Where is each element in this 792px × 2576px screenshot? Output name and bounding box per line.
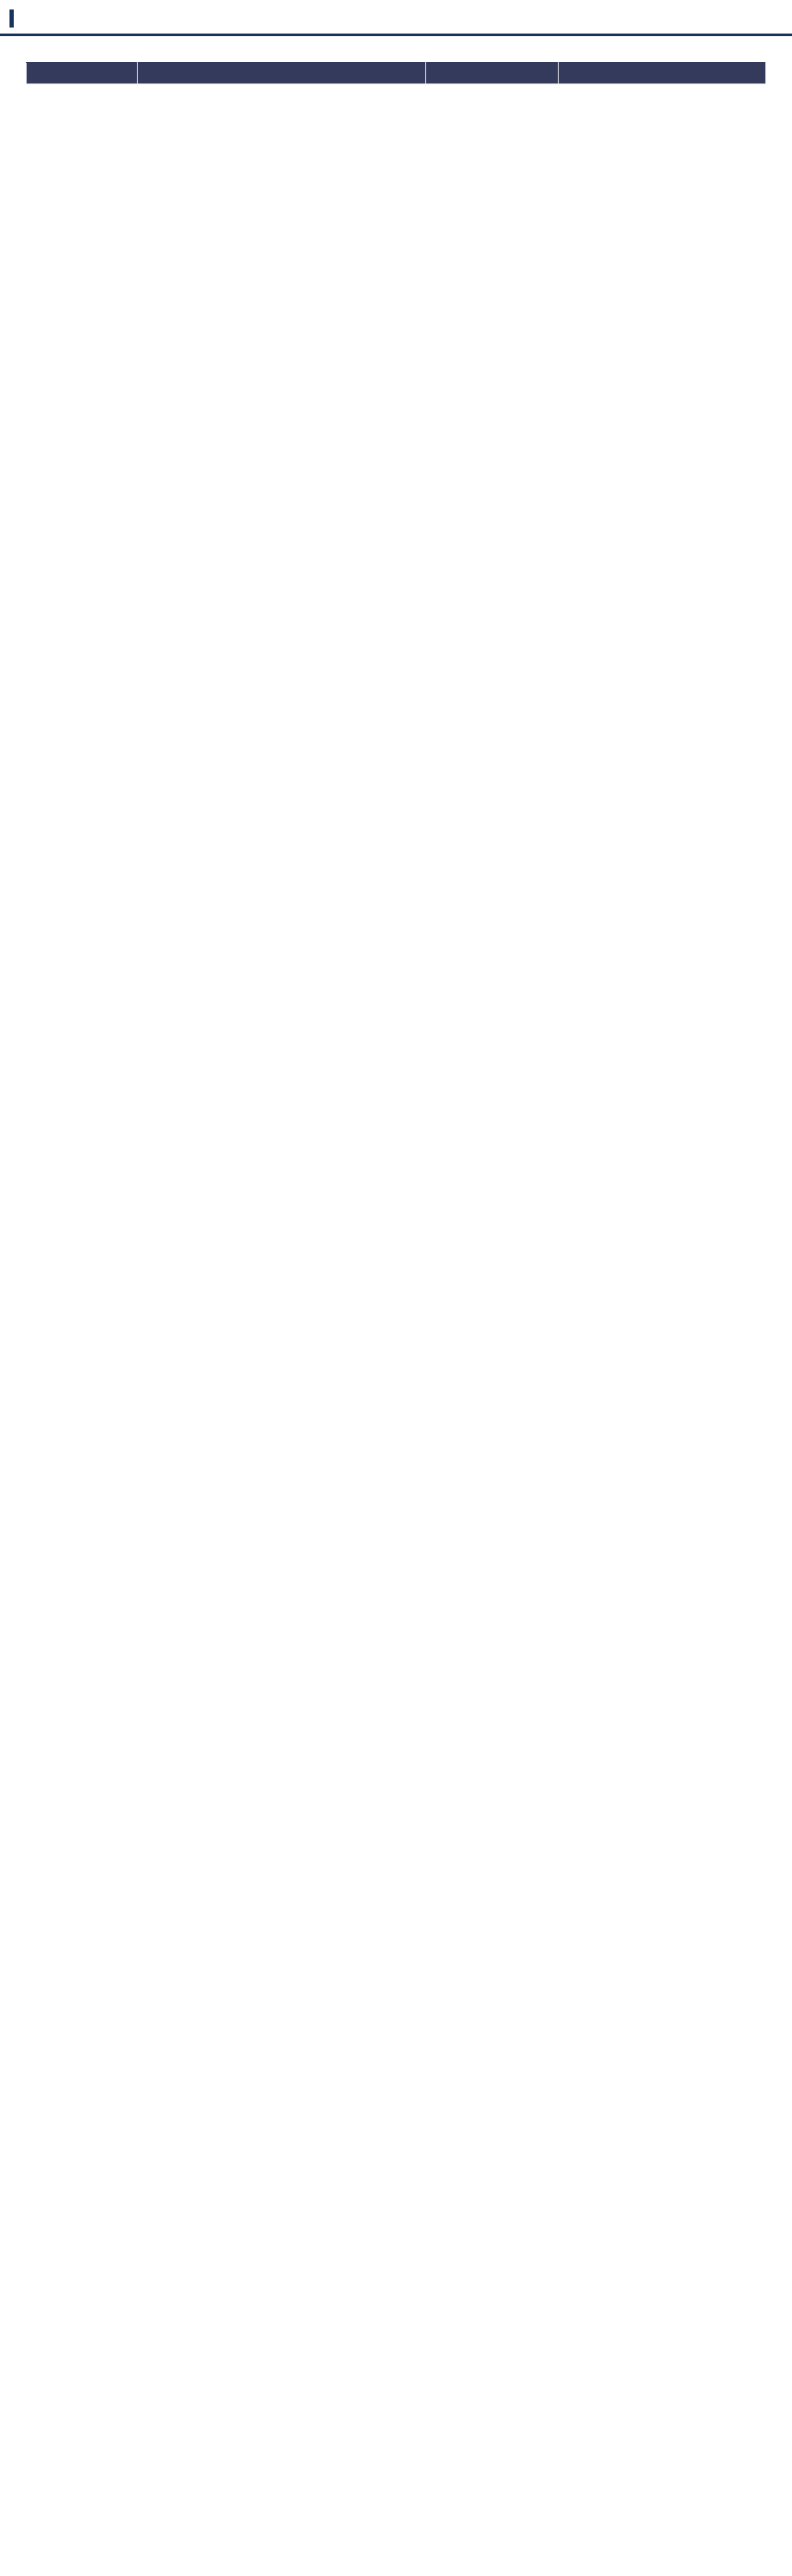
column-header-title — [137, 63, 425, 84]
title-accent-bar-icon — [9, 9, 14, 28]
column-header-chairperson-speaker — [425, 63, 559, 84]
program-table — [26, 62, 766, 84]
program-page — [0, 0, 792, 84]
page-header — [0, 0, 792, 28]
table-header — [27, 63, 766, 84]
header-row — [27, 63, 766, 84]
column-header-time — [27, 63, 138, 84]
title-underline — [0, 34, 792, 36]
column-header-affiliation — [559, 63, 766, 84]
